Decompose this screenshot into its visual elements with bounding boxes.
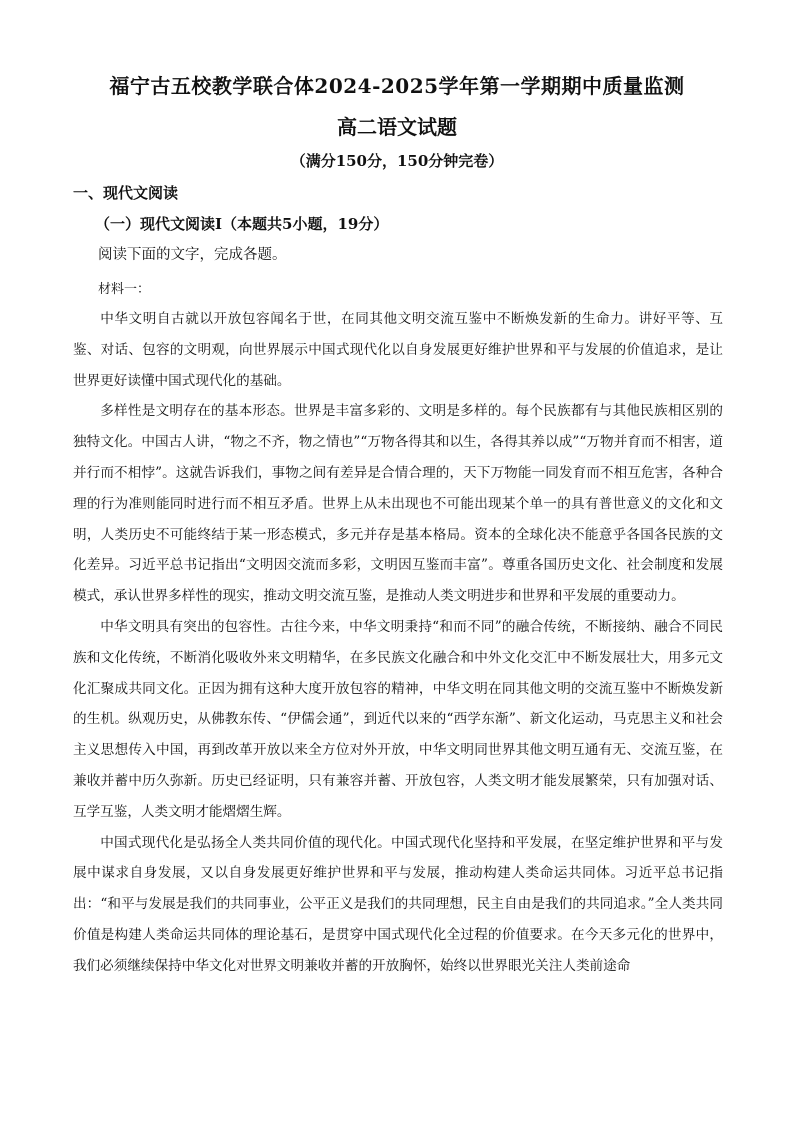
- reading-instruction: 阅读下面的文字，完成各题。: [98, 247, 287, 263]
- paragraph: 中华文明具有突出的包容性。古往今来，中华文明秉持“和而不同”的融合传统，不断接纳、融合不同民族和文化传统，不断消化吸收外来文明精华，在多民族文化融合和中外文化交汇中不断发展壮大，用多元文化汇聚成共同文化。正因为拥有这种大度开放包容的精神，中华文明在同其他文明的交流互鉴中不断焕发新的生机。纵观历史，从佛教东传、“伊儒会通”，到近代以来的“西学东渐”、新文化运动，马克思主义和社会主义思想传入中国，再到改革开放以来全方位对外开放，中华文明同世界其他文明互通有无、交流互鉴，在兼收并蓄中历久弥新。历史已经证明，只有兼容并蓄、开放包容，人类文明才能发展繁荣，只有加强对话、互学互鉴，人类文明才能熠熠生辉。: [73, 618, 723, 820]
- paragraph: 中国式现代化是弘扬全人类共同价值的现代化。中国式现代化坚持和平发展，在坚定维护世界和平与发展中谋求自身发展，又以自身发展更好维护世界和平与发展，推动构建人类命运共同体。习近平总书记指出：“和平与发展是我们的共同事业，公平正义是我们的共同理想，民主自由是我们的共同追求。”全人类共同价值是构建人类命运共同体的理论基石，是贯穿中国式现代化全过程的价值要求。在今天多元化的世界中，我们必须继续保持中华文化对世界文明兼收并蓄的开放胸怀，始终以世界眼光关注人类前途命: [73, 834, 723, 974]
- section-subheading: （一）现代文阅读Ⅰ（本题共5小题，19分）: [95, 215, 389, 233]
- paragraph: 多样性是文明存在的基本形态。世界是丰富多彩的、文明是多样的。每个民族都有与其他民族相区别的独特文化。中国古人讲，“物之不齐，物之情也”“万物各得其和以生，各得其养以成”“万物并育而不相害，道并行而不相悖”。这就告诉我们，事物之间有差异是合情合理的，天下万物能一同发育而不相互危害，各种合理的行为准则能同时进行而不相互矛盾。世界上从未出现也不可能出现某个单一的具有普世意义的文化和文明，人类历史不可能终结于某一形态模式，多元并存是基本格局。资本的全球化决不能意乎各国各民族的文化差异。习近平总书记指出“文明因交流而多彩，文明因互鉴而丰富”。尊重各国历史文化、社会制度和发展模式，承认世界多样性的现实，推动文明交流互鉴，是推动人类文明进步和世界和平发展的重要动力。: [73, 403, 723, 605]
- section-heading: 一、现代文阅读: [73, 184, 179, 202]
- material-text: [73, 304, 723, 982]
- exam-subtitle: 高二语文试题: [337, 115, 457, 139]
- material-label: 材料一：: [98, 282, 151, 297]
- exam-score-time: （满分150分，150分钟完卷）: [290, 152, 504, 170]
- paragraph: 中华文明自古就以开放包容闻名于世，在同其他文明交流互鉴中不断焕发新的生命力。讲好平等、互鉴、对话、包容的文明观，向世界展示中国式现代化以自身发展更好维护世界和平与发展的价值追求，是让世界更好读懂中国式现代化的基础。: [73, 311, 723, 389]
- exam-title: 福宁古五校教学联合体2024-2025学年第一学期期中质量监测: [109, 74, 685, 98]
